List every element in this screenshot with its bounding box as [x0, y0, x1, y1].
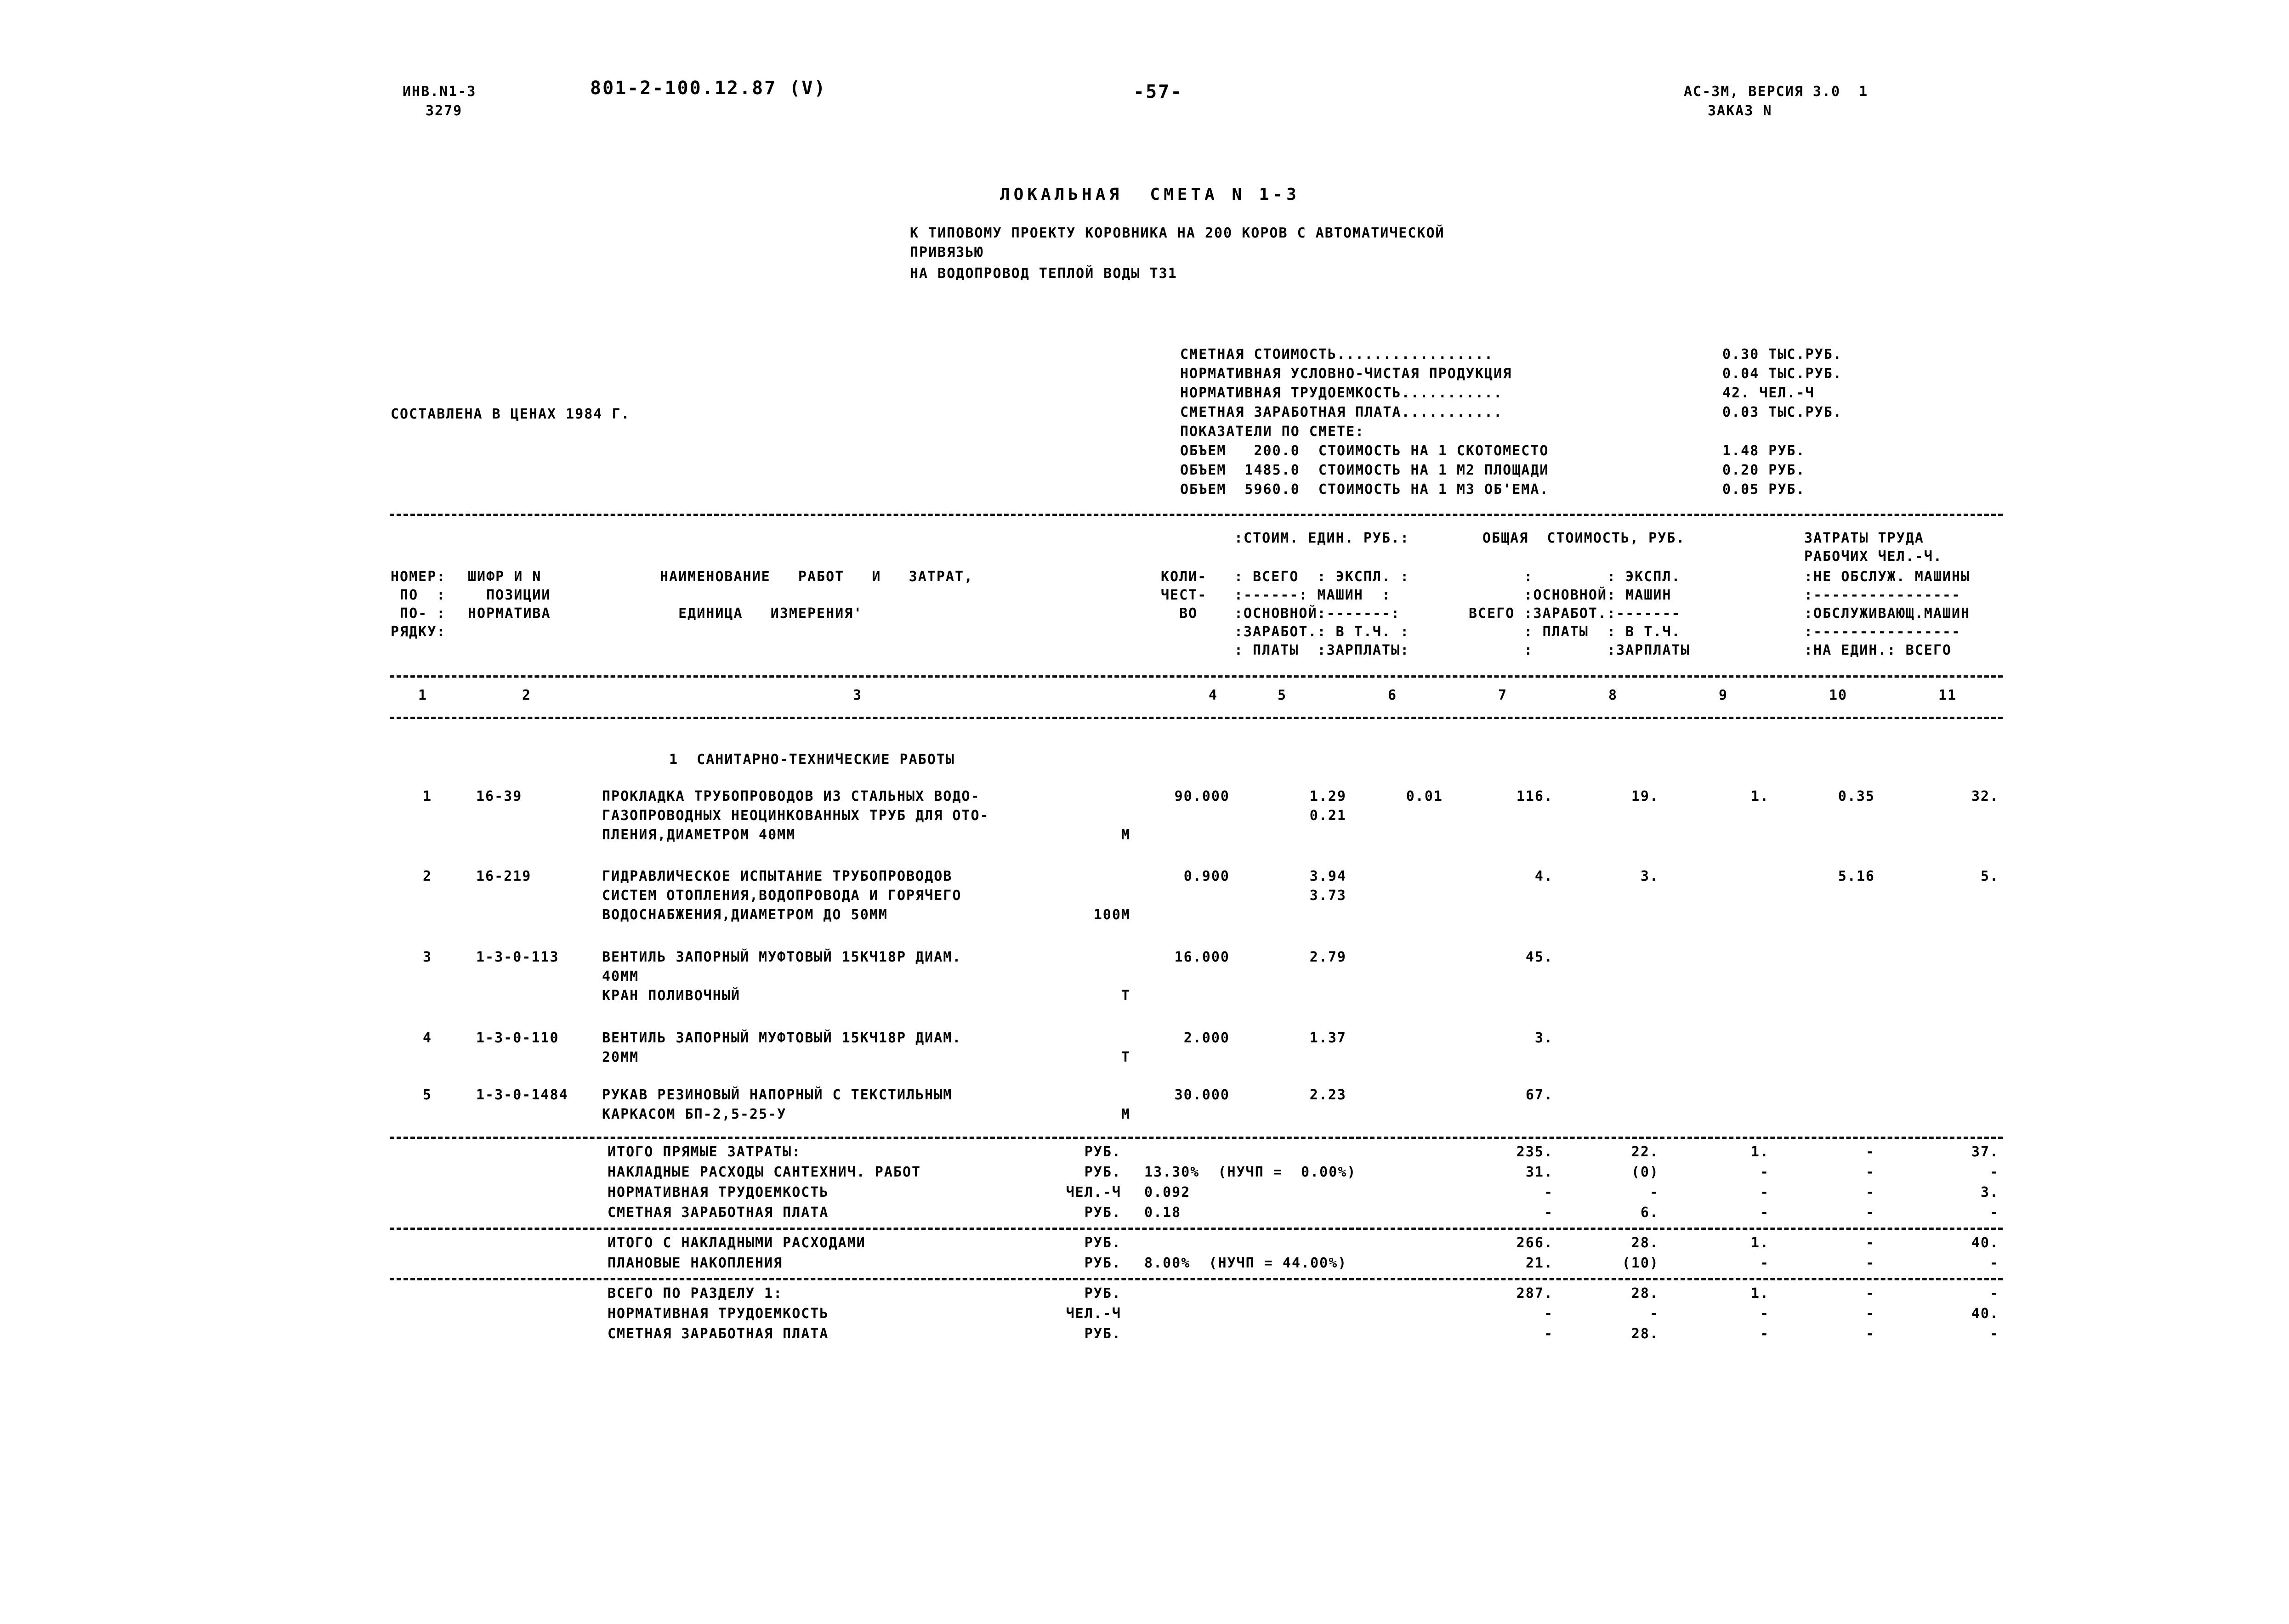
totals-labor: - [1989, 1255, 1999, 1271]
column-number: 8 [1608, 687, 1618, 703]
totals-labor: - [1989, 1205, 1999, 1221]
column-number: 4 [1209, 687, 1218, 703]
totals-labor-unit: - [1865, 1326, 1875, 1342]
totals-labor-unit: - [1865, 1144, 1875, 1160]
header-total-cost-sub: : : ЭКСПЛ. :ОСНОВНОЙ: МАШИН ВСЕГО :ЗАРАБОТ.:------- : ПЛАТЫ : В Т.Ч. : :ЗАРПЛАТЫ [1469, 569, 1690, 658]
column-number: 2 [522, 687, 532, 703]
totals-label: ПЛАНОВЫЕ НАКОПЛЕНИЯ [608, 1255, 783, 1271]
totals-unit: РУБ. [1084, 1326, 1121, 1342]
totals-labor: 37. [1971, 1144, 1999, 1160]
row-description: ВОДОСНАБЖЕНИЯ,ДИАМЕТРОМ ДО 50ММ [602, 907, 888, 923]
totals-rule [390, 1278, 2003, 1280]
column-number: 6 [1388, 687, 1397, 703]
section-title: 1 САНИТАРНО-ТЕХНИЧЕСКИЕ РАБОТЫ [669, 752, 955, 768]
row-wage-total: 3. [1640, 868, 1659, 884]
totals-unit: РУБ. [1084, 1164, 1121, 1180]
totals-labor-unit: - [1865, 1235, 1875, 1251]
totals-machine: - [1760, 1255, 1769, 1271]
row-description: ПЛЕНИЯ,ДИАМЕТРОМ 40ММ [602, 827, 796, 843]
row-total: 4. [1534, 868, 1553, 884]
totals-label: ВСЕГО ПО РАЗДЕЛУ 1: [608, 1285, 783, 1301]
totals-labor-unit: - [1865, 1285, 1875, 1301]
totals-sum: 31. [1525, 1164, 1553, 1180]
totals-unit: РУБ. [1084, 1205, 1121, 1221]
column-number: 3 [853, 687, 863, 703]
row-labor-total: 32. [1971, 788, 1999, 804]
summary-label: ОБЪЕМ 5960.0 СТОИМОСТЬ НА 1 М3 ОБ'ЕМА. [1180, 481, 1549, 498]
summary-value: 42. ЧЕЛ.-Ч [1722, 385, 1815, 401]
totals-machine: - [1760, 1164, 1769, 1180]
row-machine-total: 1. [1750, 788, 1769, 804]
row-norm-code: 1-3-0-1484 [476, 1087, 568, 1103]
summary-value: 0.05 РУБ. [1722, 481, 1806, 498]
totals-wage: 28. [1631, 1285, 1659, 1301]
order-number: ЗАКАЗ N [1708, 103, 1772, 119]
totals-label: СМЕТНАЯ ЗАРАБОТНАЯ ПЛАТА [608, 1326, 829, 1342]
row-total: 67. [1525, 1087, 1553, 1103]
totals-label: ИТОГО ПРЯМЫЕ ЗАТРАТЫ: [608, 1144, 801, 1160]
totals-wage: - [1649, 1306, 1659, 1322]
totals-labor-unit: - [1865, 1184, 1875, 1200]
totals-machine: - [1760, 1205, 1769, 1221]
row-number: 5 [423, 1087, 432, 1103]
row-description: 20ММ [602, 1049, 639, 1065]
row-norm-code: 1-3-0-113 [476, 949, 559, 965]
row-unit-cost-total: 3.94 [1309, 868, 1346, 884]
row-norm-code: 16-219 [476, 868, 532, 884]
header-labor-sub: :НЕ ОБСЛУЖ. МАШИНЫ :---------------- :ОБСЛУЖИВАЮЩ.МАШИН :---------------- :НА ЕДИН.: ВСЕГО [1804, 569, 1971, 658]
totals-label: СМЕТНАЯ ЗАРАБОТНАЯ ПЛАТА [608, 1205, 829, 1221]
totals-unit: ЧЕЛ.-Ч [1066, 1306, 1121, 1322]
header-unit-cost-sub: : ВСЕГО : ЭКСПЛ. : :------: МАШИН : :ОСНОВНОЙ:-------: :ЗАРАБОТ.: В Т.Ч. : : ПЛАТЫ :ЗАРПЛАТЫ: [1234, 569, 1410, 658]
column-number: 10 [1829, 687, 1848, 703]
totals-rate: 13.30% (НУЧП = 0.00%) [1144, 1164, 1357, 1180]
totals-labor-unit: - [1865, 1255, 1875, 1271]
row-number: 4 [423, 1030, 432, 1046]
totals-sum: 266. [1516, 1235, 1553, 1251]
title-line-2: ПРИВЯЗЬЮ [910, 244, 984, 260]
row-description: КРАН ПОЛИВОЧНЫЙ [602, 988, 740, 1004]
summary-value: 1.48 РУБ. [1722, 443, 1806, 459]
row-total: 45. [1525, 949, 1553, 965]
row-description: ВЕНТИЛЬ ЗАПОРНЫЙ МУФТОВЫЙ 15КЧ18Р ДИАМ. [602, 949, 962, 965]
row-quantity: 30.000 [1174, 1087, 1230, 1103]
row-unit-machine: 0.01 [1406, 788, 1443, 804]
totals-sum: - [1544, 1184, 1553, 1200]
row-unit-cost-total: 1.29 [1309, 788, 1346, 804]
totals-labor-unit: - [1865, 1205, 1875, 1221]
totals-machine: 1. [1750, 1144, 1769, 1160]
row-norm-code: 1-3-0-110 [476, 1030, 559, 1046]
title-line-1: К ТИПОВОМУ ПРОЕКТУ КОРОВНИКА НА 200 КОРОВ С АВТОМАТИЧЕСКОЙ [910, 225, 1445, 241]
page-number: -57- [1133, 81, 1183, 102]
row-unit-cost-wage: 3.73 [1309, 888, 1346, 904]
row-quantity: 2.000 [1183, 1030, 1230, 1046]
totals-wage: 6. [1640, 1205, 1659, 1221]
row-labor-unit: 0.35 [1838, 788, 1875, 804]
row-unit: Т [1121, 1049, 1130, 1065]
row-unit: Т [1121, 988, 1130, 1004]
row-number: 2 [423, 868, 432, 884]
column-number: 11 [1938, 687, 1957, 703]
totals-unit: РУБ. [1084, 1144, 1121, 1160]
totals-unit: ЧЕЛ.-Ч [1066, 1184, 1121, 1200]
row-total: 116. [1516, 788, 1553, 804]
row-number: 1 [423, 788, 432, 804]
inventory-number: 3279 [426, 103, 463, 119]
row-unit: М [1121, 827, 1130, 843]
totals-wage: - [1649, 1184, 1659, 1200]
document-code: 801-2-100.12.87 (V) [590, 78, 827, 99]
header-labor: ЗАТРАТЫ ТРУДА РАБОЧИХ ЧЕЛ.-Ч. [1804, 530, 1943, 565]
row-wage-total: 19. [1631, 788, 1659, 804]
row-description: ВЕНТИЛЬ ЗАПОРНЫЙ МУФТОВЫЙ 15КЧ18Р ДИАМ. [602, 1030, 962, 1046]
row-quantity: 90.000 [1174, 788, 1230, 804]
totals-unit: РУБ. [1084, 1235, 1121, 1251]
column-number: 5 [1278, 687, 1287, 703]
totals-sum: - [1544, 1326, 1553, 1342]
row-labor-unit: 5.16 [1838, 868, 1875, 884]
row-number: 3 [423, 949, 432, 965]
totals-sum: - [1544, 1205, 1553, 1221]
totals-unit: РУБ. [1084, 1285, 1121, 1301]
row-description: СИСТЕМ ОТОПЛЕНИЯ,ВОДОПРОВОДА И ГОРЯЧЕГО [602, 888, 962, 904]
totals-labor: - [1989, 1326, 1999, 1342]
summary-value: 0.03 ТЫС.РУБ. [1722, 404, 1842, 420]
compiled-prices: СОСТАВЛЕНА В ЦЕНАХ 1984 Г. [391, 406, 630, 422]
row-quantity: 0.900 [1183, 868, 1230, 884]
totals-sum: 21. [1525, 1255, 1553, 1271]
header-unit-cost: :СТОИМ. ЕДИН. РУБ.: [1234, 530, 1410, 546]
program-version: АС-3М, ВЕРСИЯ 3.0 1 [1684, 84, 1869, 100]
totals-sum: - [1544, 1306, 1553, 1322]
estimate-heading: ЛОКАЛЬНАЯ СМЕТА N 1-3 [1000, 185, 1300, 204]
summary-value: 0.20 РУБ. [1722, 462, 1806, 478]
totals-labor: - [1989, 1285, 1999, 1301]
totals-wage: (10) [1622, 1255, 1659, 1271]
summary-label: ОБЪЕМ 200.0 СТОИМОСТЬ НА 1 СКОТОМЕСТО [1180, 443, 1549, 459]
totals-rule [390, 1137, 2003, 1139]
totals-sum: 235. [1516, 1144, 1553, 1160]
header-row-number: НОМЕР: ПО : ПО- : РЯДКУ: [391, 569, 446, 640]
totals-wage: 28. [1631, 1235, 1659, 1251]
row-description: КАРКАСОМ БП-2,5-25-У [602, 1106, 787, 1122]
row-description: 40ММ [602, 968, 639, 985]
rule-col-numbers [390, 717, 2003, 719]
totals-machine: - [1760, 1306, 1769, 1322]
summary-label: НОРМАТИВНАЯ ТРУДОЕМКОСТЬ........... [1180, 385, 1503, 401]
totals-labor-unit: - [1865, 1164, 1875, 1180]
totals-wage: 22. [1631, 1144, 1659, 1160]
totals-rate: 0.092 [1144, 1184, 1191, 1200]
row-unit-cost-total: 2.23 [1309, 1087, 1346, 1103]
header-work-name: НАИМЕНОВАНИЕ РАБОТ И ЗАТРАТ, ЕДИНИЦА ИЗМЕРЕНИЯ' [660, 569, 974, 622]
summary-label: НОРМАТИВНАЯ УСЛОВНО-ЧИСТАЯ ПРОДУКЦИЯ [1180, 366, 1512, 382]
summary-value: 0.04 ТЫС.РУБ. [1722, 366, 1842, 382]
summary-label: СМЕТНАЯ ЗАРАБОТНАЯ ПЛАТА........... [1180, 404, 1503, 420]
rule-top [390, 514, 2003, 516]
totals-rate: 8.00% (НУЧП = 44.00%) [1144, 1255, 1347, 1271]
row-norm-code: 16-39 [476, 788, 523, 804]
row-total: 3. [1534, 1030, 1553, 1046]
totals-label: НОРМАТИВНАЯ ТРУДОЕМКОСТЬ [608, 1306, 829, 1322]
totals-sum: 287. [1516, 1285, 1553, 1301]
row-description: РУКАВ РЕЗИНОВЫЙ НАПОРНЫЙ С ТЕКСТИЛЬНЫМ [602, 1087, 953, 1103]
summary-label: ОБЪЕМ 1485.0 СТОИМОСТЬ НА 1 М2 ПЛОЩАДИ [1180, 462, 1549, 478]
row-unit: М [1121, 1106, 1130, 1122]
row-unit: 100М [1093, 907, 1130, 923]
column-number: 7 [1498, 687, 1508, 703]
totals-label: ИТОГО С НАКЛАДНЫМИ РАСХОДАМИ [608, 1235, 866, 1251]
row-unit-cost-total: 1.37 [1309, 1030, 1346, 1046]
row-unit-cost-wage: 0.21 [1309, 808, 1346, 824]
summary-label: СМЕТНАЯ СТОИМОСТЬ................. [1180, 346, 1494, 362]
row-unit-cost-total: 2.79 [1309, 949, 1346, 965]
totals-labor: 40. [1971, 1235, 1999, 1251]
header-total-cost: ОБЩАЯ СТОИМОСТЬ, РУБ. [1482, 530, 1686, 546]
totals-labor: 3. [1980, 1184, 1999, 1200]
row-description: ГИДРАВЛИЧЕСКОЕ ИСПЫТАНИЕ ТРУБОПРОВОДОВ [602, 868, 953, 884]
totals-labor: 40. [1971, 1306, 1999, 1322]
header-quantity: КОЛИ- ЧЕСТ- ВО [1161, 569, 1207, 622]
totals-wage: (0) [1631, 1164, 1659, 1180]
totals-label: НОРМАТИВНАЯ ТРУДОЕМКОСТЬ [608, 1184, 829, 1200]
totals-machine: 1. [1750, 1235, 1769, 1251]
totals-machine: - [1760, 1184, 1769, 1200]
totals-rate: 0.18 [1144, 1205, 1181, 1221]
inventory-label: ИНВ.N1-3 [403, 84, 477, 100]
row-description: ГАЗОПРОВОДНЫХ НЕОЦИНКОВАННЫХ ТРУБ ДЛЯ ОТО- [602, 808, 989, 824]
totals-labor-unit: - [1865, 1306, 1875, 1322]
totals-machine: - [1760, 1326, 1769, 1342]
summary-value: 0.30 ТЫС.РУБ. [1722, 346, 1842, 362]
summary-label: ПОКАЗАТЕЛИ ПО СМЕТЕ: [1180, 424, 1365, 440]
totals-label: НАКЛАДНЫЕ РАСХОДЫ САНТЕХНИЧ. РАБОТ [608, 1164, 921, 1180]
title-line-3: НА ВОДОПРОВОД ТЕПЛОЙ ВОДЫ Т31 [910, 266, 1177, 282]
totals-rule [390, 1228, 2003, 1230]
row-description: ПРОКЛАДКА ТРУБОПРОВОДОВ ИЗ СТАЛЬНЫХ ВОДО- [602, 788, 980, 804]
totals-labor: - [1989, 1164, 1999, 1180]
column-number: 9 [1719, 687, 1728, 703]
header-norm-code: ШИФР И N ПОЗИЦИИ НОРМАТИВА [468, 569, 551, 622]
totals-machine: 1. [1750, 1285, 1769, 1301]
totals-wage: 28. [1631, 1326, 1659, 1342]
row-quantity: 16.000 [1174, 949, 1230, 965]
rule-header-bottom [390, 675, 2003, 678]
row-labor-total: 5. [1980, 868, 1999, 884]
totals-unit: РУБ. [1084, 1255, 1121, 1271]
column-number: 1 [418, 687, 428, 703]
